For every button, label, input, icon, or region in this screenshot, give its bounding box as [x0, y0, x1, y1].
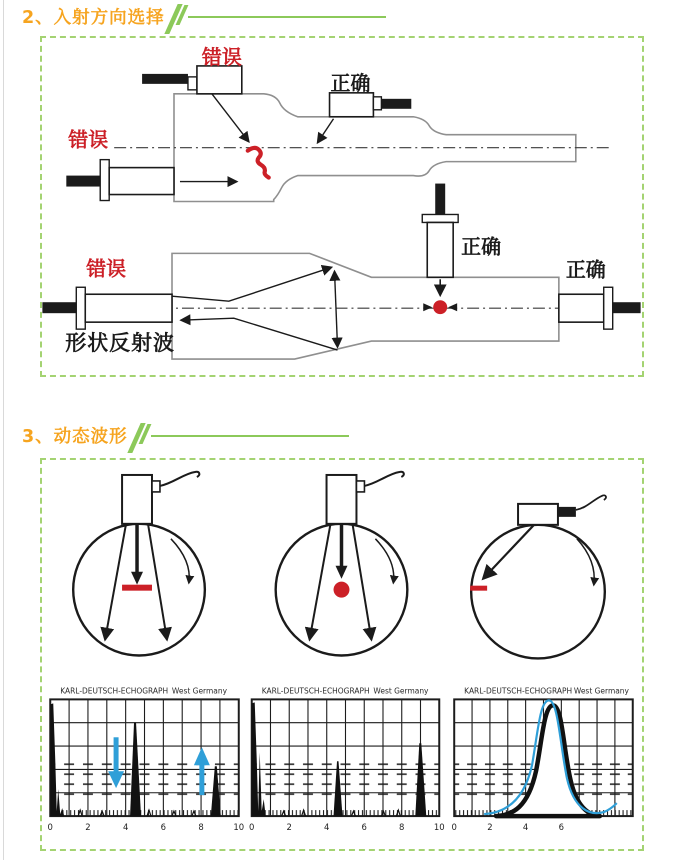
origin-label: West Germany — [373, 686, 429, 696]
section2-heading — [22, 4, 386, 34]
flat-defect — [122, 585, 152, 591]
brand-label: KARL-DEUTSCH-ECHOGRAPH — [60, 686, 169, 696]
surface-defect — [470, 586, 487, 591]
probe-top-wrong — [142, 66, 242, 94]
page-left-border — [3, 0, 4, 860]
label-wrong-left: 错误 — [68, 127, 109, 152]
workpiece-outline — [172, 253, 559, 359]
specimen-round-defect — [276, 472, 408, 656]
cable-icon — [576, 495, 606, 510]
defect-dot — [433, 300, 447, 314]
probe — [518, 495, 606, 524]
top-shaft-diagram — [66, 45, 608, 202]
heading-rule — [188, 16, 386, 18]
label-correct-vertical: 正确 — [461, 234, 502, 259]
svg-text:10: 10 — [433, 822, 445, 833]
round-defect — [334, 582, 350, 598]
svg-text:2: 2 — [286, 822, 292, 833]
svg-text:6: 6 — [361, 822, 367, 833]
double-slash-icon — [134, 423, 147, 453]
label-correct-right: 正确 — [565, 257, 606, 282]
probe-right-correct — [559, 287, 641, 329]
svg-text:4: 4 — [122, 822, 129, 833]
echo-screen-1 — [48, 686, 245, 832]
echo-screen-2 — [249, 686, 445, 832]
echo-screen-3 — [452, 686, 633, 832]
section3-heading — [22, 423, 349, 453]
svg-text:2: 2 — [85, 822, 91, 833]
specimen-flat-defect — [73, 472, 205, 656]
svg-text:8: 8 — [399, 822, 405, 833]
label-wrong-top: 错误 — [201, 44, 242, 69]
x-axis-labels — [249, 822, 445, 832]
incident-direction-diagram — [42, 38, 642, 375]
specimen-surface-defect — [470, 495, 606, 658]
brand-label: KARL-DEUTSCH-ECHOGRAPH — [464, 686, 573, 696]
label-shape-echo: 形状反射波 — [65, 331, 175, 356]
svg-text:0: 0 — [451, 822, 457, 833]
bottom-shaft-diagram — [42, 184, 640, 359]
x-axis-labels — [48, 822, 245, 832]
svg-text:0: 0 — [47, 822, 53, 833]
probe — [327, 472, 404, 524]
svg-text:6: 6 — [160, 822, 167, 833]
double-slash-icon — [171, 4, 184, 34]
section3-heading-text: 3、动态波形 — [22, 427, 128, 447]
probe-left-wrong — [42, 287, 172, 329]
cable-icon — [364, 472, 403, 486]
svg-text:8: 8 — [198, 822, 204, 833]
dynamic-waveform-panel — [40, 458, 644, 851]
svg-text:10: 10 — [233, 822, 245, 833]
dynamic-waveform-diagram — [42, 460, 642, 849]
cable-icon — [160, 472, 199, 486]
probe-right-correct — [330, 93, 412, 117]
probe — [122, 472, 199, 524]
svg-text:2: 2 — [487, 822, 493, 833]
probe-left-wrong — [66, 160, 174, 201]
x-axis-labels — [452, 822, 565, 832]
origin-label: West Germany — [171, 686, 228, 696]
svg-text:4: 4 — [324, 822, 330, 833]
heading-rule — [151, 435, 349, 437]
brand-label: KARL-DEUTSCH-ECHOGRAPH — [261, 686, 370, 696]
svg-text:6: 6 — [558, 822, 565, 833]
incident-direction-panel — [40, 36, 644, 377]
origin-label: West Germany — [573, 686, 629, 696]
probe-vertical-correct — [422, 184, 458, 278]
svg-text:4: 4 — [522, 822, 529, 833]
label-wrong-left: 错误 — [86, 256, 127, 281]
section2-heading-text: 2、入射方向选择 — [22, 8, 165, 28]
label-correct-right: 正确 — [330, 70, 371, 95]
svg-text:0: 0 — [249, 822, 255, 833]
